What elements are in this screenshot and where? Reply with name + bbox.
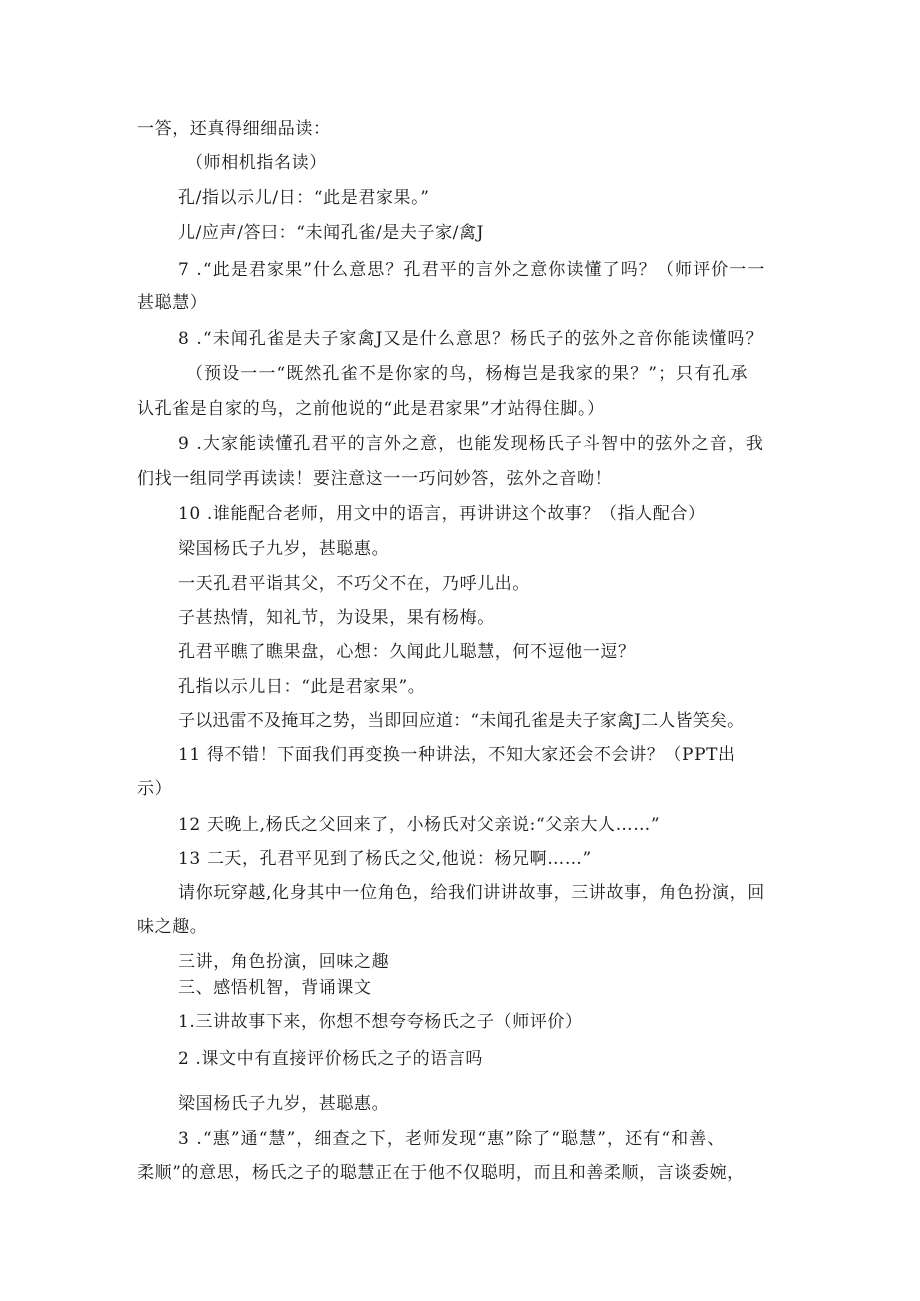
text-line: 10 .谁能配合老师，用文中的语言，再讲讲这个故事？（指人配合） bbox=[178, 504, 706, 524]
text-line: 子以迅雷不及掩耳之势，当即回应道：“未闻孔雀是夫子家禽J二人皆笑矣。 bbox=[178, 711, 745, 731]
text-line: 梁国杨氏子九岁，甚聪惠。 bbox=[178, 1094, 390, 1114]
text-line: 9 .大家能读懂孔君平的言外之意，也能发现杨氏子斗智中的弦外之音，我 bbox=[178, 434, 765, 454]
text-line: 孔/指以示儿/日：“此是君家果。” bbox=[178, 188, 430, 208]
text-line: 示） bbox=[137, 779, 173, 799]
text-line: 8 .“未闻孔雀是夫子家禽J又是什么意思？杨氏子的弦外之音你能读懂吗？ bbox=[178, 329, 764, 349]
text-line: 3 .“惠”通“慧”，细查之下，老师发现“惠”除了“聪慧”，还有“和善、 bbox=[178, 1129, 726, 1149]
text-line: 梁国杨氏子九岁，甚聪惠。 bbox=[178, 539, 390, 559]
text-line: 孔指以示儿日：“此是君家果”。 bbox=[178, 677, 426, 697]
text-line: 子甚热情，知礼节，为设果，果有杨梅。 bbox=[178, 608, 495, 628]
text-line: 儿/应声/答曰：“未闻孔雀/是夫子家/禽J bbox=[178, 223, 485, 243]
text-line: 三讲，角色扮演，回味之趣 bbox=[178, 952, 390, 972]
text-line: （师相机指名读） bbox=[186, 153, 327, 173]
text-line: 认孔雀是自家的鸟，之前他说的“此是君家果”才站得住脚。） bbox=[137, 399, 605, 419]
text-line: 12 天晚上,杨氏之父回来了，小杨氏对父亲说:“父亲大人……” bbox=[178, 815, 661, 835]
text-line: 一天孔君平诣其父，不巧父不在，乃呼儿出。 bbox=[178, 574, 530, 594]
text-line: 味之趣。 bbox=[137, 917, 208, 937]
text-line: 甚聪慧） bbox=[137, 293, 208, 313]
text-line: （预设一一“既然孔雀不是你家的鸟，杨梅岂是我家的果？”；只有孔承 bbox=[186, 364, 749, 384]
text-line: 请你玩穿越,化身其中一位角色，给我们讲讲故事，三讲故事，角色扮演，回 bbox=[178, 883, 765, 903]
text-line: 1.三讲故事下来，你想不想夸夸杨氏之子（师评价） bbox=[178, 1012, 583, 1032]
text-line: 13 二天，孔君平见到了杨氏之父,他说：杨兄啊……” bbox=[178, 849, 592, 869]
text-line: 11 得不错！下面我们再变换一种讲法，不知大家还会不会讲？（PPT出 bbox=[178, 745, 736, 765]
text-line: 们找一组同学再读读！要注意这一一巧问妙答，弦外之音呦！ bbox=[137, 469, 613, 489]
text-line: 2 .课文中有直接评价杨氏之子的语言吗 bbox=[178, 1049, 484, 1069]
text-line: 柔顺”的意思，杨氏之子的聪慧正在于他不仅聪明，而且和善柔顺，言谈委婉， bbox=[137, 1163, 745, 1183]
text-line: 一答，还真得细细品读： bbox=[137, 119, 331, 139]
section-heading: 三、感悟机智，背诵课文 bbox=[178, 978, 372, 998]
text-line: 孔君平瞧了瞧果盘，心想：久闻此儿聪慧，何不逗他一逗？ bbox=[178, 642, 636, 662]
text-line: 7 .“此是君家果”什么意思？孔君平的言外之意你读懂了吗？（师评价一一 bbox=[178, 260, 766, 280]
